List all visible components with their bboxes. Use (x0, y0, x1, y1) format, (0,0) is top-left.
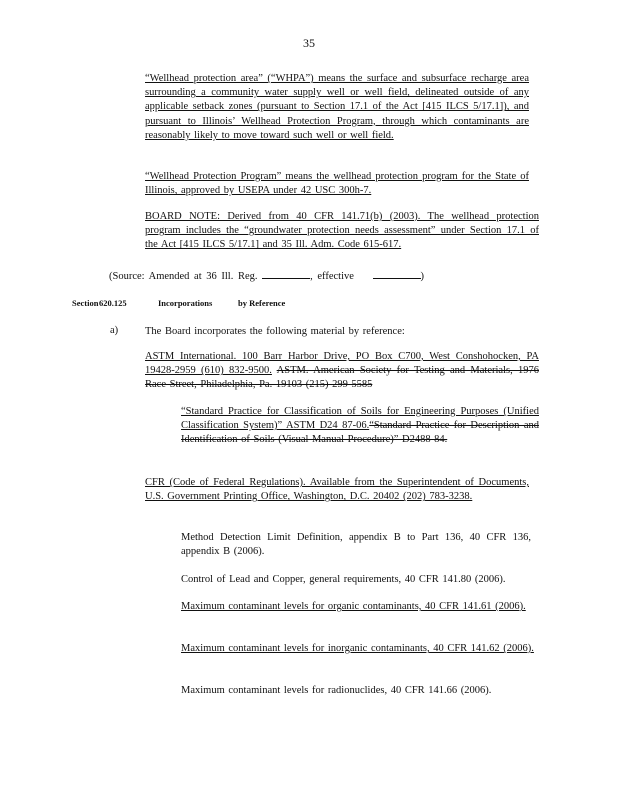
intro-text: The Board incorporates the following material by reference: (145, 326, 405, 337)
cfr-item-2 (181, 573, 539, 587)
section-title-rest: by Reference (238, 298, 286, 308)
astm-standard-paragraph (181, 405, 539, 448)
cfr-item-1 (181, 531, 531, 559)
whpa-definition (145, 72, 529, 143)
astm-standard-new: “Standard Practice for Classification of Soils for Engineering Purposes (Unified Classification System)” ASTM D24 87-06. (181, 406, 539, 432)
astm-paragraph (145, 350, 539, 393)
cfr-item-text: Maximum contaminant levels for radionuclides, 40 CFR 141.66 (2006). (181, 685, 492, 696)
effective-blank (373, 268, 421, 279)
subsection-a-label: a) (110, 325, 119, 336)
section-label: Section (72, 298, 99, 308)
subsection-a-intro (145, 325, 529, 339)
source-note (109, 268, 424, 282)
cfr-item-text: Control of Lead and Copper, general requirements, 40 CFR 141.80 (2006). (181, 574, 506, 585)
page-number: 35 (303, 36, 315, 50)
register-blank (262, 268, 310, 279)
astm-address: ASTM International. 100 Barr Harbor Drive, PO Box C700, West Conshohocken, PA 19428-2959 (610) 832-9500. (145, 351, 539, 377)
source-middle: , effective (310, 271, 354, 282)
cfr-item-3 (181, 600, 531, 614)
astm-standard-old: “Standard Practice for Description and Identification of Soils (Visual-Manual Procedure)” D2488-84. (181, 420, 539, 446)
section-title: Incorporations (158, 298, 213, 308)
cfr-item-text: Method Detection Limit Definition, appendix B to Part 136, 40 CFR 136, appendix B (2006). (181, 532, 531, 558)
whpp-definition (145, 170, 529, 198)
board-note (145, 210, 539, 253)
cfr-item-text: Maximum contaminant levels for inorganic contaminants, 40 CFR 141.62 (2006). (181, 643, 534, 654)
cfr-intro: CFR (Code of Federal Regulations). Available from the Superintendent of Documents, U.S. Government Printing Office, Washington, D.C. 20402 (202) 783-3238. (145, 477, 529, 503)
astm-standard (181, 405, 539, 448)
board-note-text: BOARD NOTE: Derived from 40 CFR 141.71(b) (2003). The wellhead protection program includes the “groundwater protection needs assessment” under Section 17.1 of the Act [415 ILCS 5/17.1] and 35 Ill. Adm. Code 615-617. (145, 211, 539, 251)
section-number: 620.125 (99, 298, 127, 308)
source-suffix: ) (420, 271, 425, 282)
cfr-item-5 (181, 684, 539, 698)
cfr-item-4 (181, 642, 539, 656)
astm-entry (145, 350, 539, 393)
cfr-entry (145, 476, 529, 504)
astm-old-address: ASTM. American Society for Testing and Materials, 1976 Race Street, Philadelphia, Pa. 19103 (215) 299-5585 (145, 365, 539, 391)
whpa-definition-text: “Wellhead protection area” (“WHPA”) means the surface and subsurface recharge area surrounding a community water supply well or well field, delineated outside of any applicable setback zones (pursuant to Section 17.1 of the Act [415 ILCS 5/17.1]), and pursuant to Illinois’ Wellhead Protection Program, through which contaminants are reasonably likely to move toward such well or well field. (145, 73, 529, 141)
cfr-item-text: Maximum contaminant levels for organic contaminants, 40 CFR 141.61 (2006). (181, 601, 526, 612)
whpp-definition-text: “Wellhead Protection Program” means the wellhead protection program for the State of Illinois, approved by USEPA under 42 USC 300h-7. (145, 171, 529, 197)
source-prefix: (Source: Amended at 36 Ill. Reg. (109, 271, 258, 282)
